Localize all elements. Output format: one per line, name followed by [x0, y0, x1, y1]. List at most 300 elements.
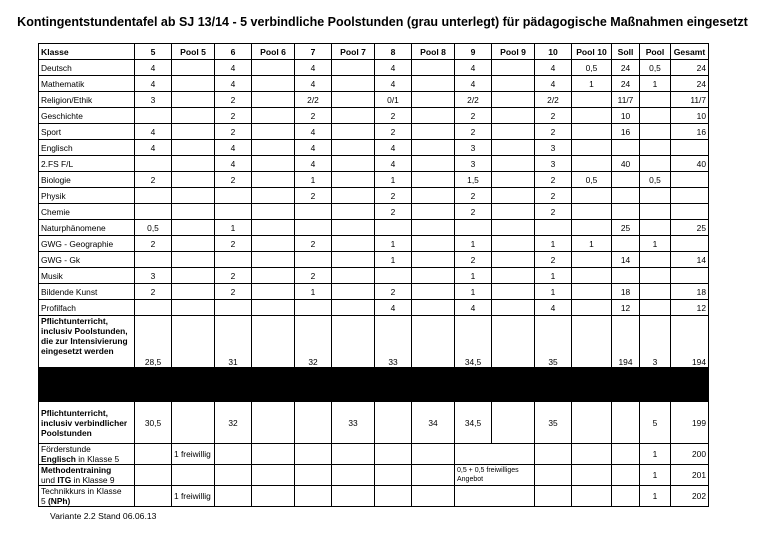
table-cell [412, 284, 455, 300]
table-cell [612, 402, 640, 444]
separator-bar [39, 368, 709, 402]
table-cell: 2 [455, 188, 492, 204]
table-cell: 2 [295, 268, 332, 284]
table-cell [252, 92, 295, 108]
table-cell: 4 [295, 76, 332, 92]
table-cell [295, 300, 332, 316]
table-cell [332, 124, 375, 140]
table-cell: 2 [215, 284, 252, 300]
pool9-cell [455, 444, 535, 465]
table-cell: 4 [295, 156, 332, 172]
column-header: 9 [455, 44, 492, 60]
table-cell [332, 268, 375, 284]
extra-row [39, 486, 709, 507]
table-cell [572, 220, 612, 236]
column-header: Klasse [39, 44, 135, 60]
extra-row [39, 465, 709, 486]
subject-label: Religion/Ethik [39, 92, 135, 108]
table-cell [412, 486, 455, 507]
table-cell [671, 204, 709, 220]
table-row [39, 236, 709, 252]
table-cell: 1 [572, 76, 612, 92]
table-cell: 3 [455, 140, 492, 156]
table-cell [412, 92, 455, 108]
table-cell [172, 204, 215, 220]
table-cell [640, 92, 671, 108]
table-cell: 18 [612, 284, 640, 300]
table-row [39, 300, 709, 316]
pool5-cell: 1 freiwillig [172, 444, 215, 465]
extra-label-line1: Methodentraining [41, 465, 112, 475]
extra-label-rest: in Klasse 5 [75, 454, 120, 464]
table-cell [572, 252, 612, 268]
table-cell [252, 444, 295, 465]
extra-label [39, 465, 135, 486]
table-cell [492, 236, 535, 252]
table-cell [332, 108, 375, 124]
table-cell: 1 [535, 284, 572, 300]
table-cell [612, 444, 640, 465]
extra-label-line1: Förderstunde [41, 444, 91, 454]
table-cell: 1,5 [455, 172, 492, 188]
table-cell [295, 444, 332, 465]
table-cell [252, 108, 295, 124]
table-cell: 194 [671, 316, 709, 368]
table-cell [572, 92, 612, 108]
table-cell [412, 156, 455, 172]
table-cell: 1 [295, 172, 332, 188]
table-cell [172, 316, 215, 368]
table-cell: 2 [215, 236, 252, 252]
table-cell [412, 252, 455, 268]
table-cell [215, 486, 252, 507]
table-cell: 4 [295, 124, 332, 140]
table-cell [332, 204, 375, 220]
table-cell: 2 [535, 172, 572, 188]
table-cell [640, 188, 671, 204]
table-cell [612, 140, 640, 156]
table-cell: 2/2 [295, 92, 332, 108]
table-cell: 2 [215, 172, 252, 188]
table-cell: 2 [375, 284, 412, 300]
table-row [39, 124, 709, 140]
table-cell: 10 [671, 108, 709, 124]
table-cell: 4 [215, 140, 252, 156]
extra-label [39, 444, 135, 465]
table-cell: 4 [135, 76, 172, 92]
table-cell [492, 60, 535, 76]
table-cell: 12 [612, 300, 640, 316]
table-cell: 24 [612, 76, 640, 92]
table-cell [412, 188, 455, 204]
schedule-table [38, 43, 709, 507]
table-cell: 2 [455, 252, 492, 268]
pool-cell: 1 [640, 465, 671, 486]
table-cell: 16 [612, 124, 640, 140]
column-header: Pool [640, 44, 671, 60]
table-cell: 1 [455, 284, 492, 300]
table-cell [135, 486, 172, 507]
table-cell [252, 465, 295, 486]
table-cell [572, 108, 612, 124]
table-cell: 1 [375, 252, 412, 268]
table-cell [612, 172, 640, 188]
table-cell [492, 124, 535, 140]
table-cell [252, 140, 295, 156]
table-cell [332, 300, 375, 316]
table-header-row [39, 44, 709, 60]
table-cell: 2 [135, 172, 172, 188]
table-cell: 35 [535, 316, 572, 368]
footer-note: Variante 2.2 Stand 06.06.13 [50, 511, 157, 521]
table-cell [375, 268, 412, 284]
extra-label-line2: 5 [41, 496, 48, 506]
column-header: Pool 6 [252, 44, 295, 60]
table-cell: 2 [375, 124, 412, 140]
table-cell: 1 [215, 220, 252, 236]
table-cell [640, 284, 671, 300]
table-cell [295, 204, 332, 220]
table-cell [671, 268, 709, 284]
table-cell [375, 402, 412, 444]
table-row [39, 188, 709, 204]
pool9-cell [455, 486, 535, 507]
table-cell [332, 316, 375, 368]
table-cell: 24 [671, 60, 709, 76]
table-cell [412, 220, 455, 236]
table-cell [332, 140, 375, 156]
table-cell: 1 [572, 236, 612, 252]
table-cell [455, 220, 492, 236]
table-cell: 4 [375, 140, 412, 156]
table-cell [412, 236, 455, 252]
table-cell [135, 156, 172, 172]
table-cell [172, 402, 215, 444]
table-cell [412, 204, 455, 220]
table-cell: 2/2 [535, 92, 572, 108]
table-cell: 12 [671, 300, 709, 316]
table-cell [640, 156, 671, 172]
table-cell [332, 486, 375, 507]
table-row [39, 60, 709, 76]
table-cell: 2 [455, 108, 492, 124]
table-row [39, 76, 709, 92]
pool-cell: 1 [640, 444, 671, 465]
table-cell [295, 402, 332, 444]
table-cell [172, 188, 215, 204]
table-cell: 2 [375, 204, 412, 220]
table-cell [492, 220, 535, 236]
table-cell: 1 [535, 268, 572, 284]
table-cell [572, 465, 612, 486]
table-cell [172, 60, 215, 76]
table-cell [252, 284, 295, 300]
table-cell: 24 [671, 76, 709, 92]
table-cell [252, 220, 295, 236]
column-header: Pool 5 [172, 44, 215, 60]
total-row-intensivierung [39, 316, 709, 368]
table-cell: 2 [215, 268, 252, 284]
table-cell: 1 [455, 236, 492, 252]
table-cell: 194 [612, 316, 640, 368]
subject-label: 2.FS F/L [39, 156, 135, 172]
total-row-verbindlich [39, 402, 709, 444]
table-cell [375, 444, 412, 465]
table-cell: 3 [535, 156, 572, 172]
subject-label: GWG - Gk [39, 252, 135, 268]
table-cell [135, 108, 172, 124]
column-header: Pool 9 [492, 44, 535, 60]
table-cell [252, 300, 295, 316]
table-cell: 3 [135, 268, 172, 284]
table-cell: 4 [455, 300, 492, 316]
table-cell [332, 236, 375, 252]
table-cell: 4 [375, 60, 412, 76]
table-cell [492, 204, 535, 220]
table-row [39, 268, 709, 284]
table-cell: 34 [412, 402, 455, 444]
column-header: Pool 8 [412, 44, 455, 60]
total-label: Pflichtunterricht, inclusiv Poolstunden, die zur Intensivierung eingesetzt werden [39, 316, 135, 368]
table-cell [535, 486, 572, 507]
table-cell [412, 444, 455, 465]
subject-label: Physik [39, 188, 135, 204]
table-cell [252, 252, 295, 268]
table-cell: 30,5 [135, 402, 172, 444]
table-cell [612, 465, 640, 486]
table-cell [252, 124, 295, 140]
pool9-cell: 0,5 + 0,5 freiwilliges Angebot [455, 465, 535, 486]
table-cell: 25 [612, 220, 640, 236]
column-header: Pool 10 [572, 44, 612, 60]
pool5-cell [172, 465, 215, 486]
table-cell: 1 [375, 172, 412, 188]
table-cell: 1 [295, 284, 332, 300]
table-cell [172, 92, 215, 108]
table-cell [572, 284, 612, 300]
table-row [39, 252, 709, 268]
table-cell [332, 252, 375, 268]
extra-label-bold: (NPh) [48, 496, 71, 506]
table-cell [671, 188, 709, 204]
table-row [39, 108, 709, 124]
table-cell [172, 156, 215, 172]
table-cell [492, 140, 535, 156]
table-cell [172, 108, 215, 124]
table-cell: 4 [535, 76, 572, 92]
table-cell: 2 [135, 236, 172, 252]
table-cell [252, 188, 295, 204]
table-cell [572, 402, 612, 444]
table-cell [492, 316, 535, 368]
table-cell: 2 [215, 108, 252, 124]
table-cell: 4 [295, 60, 332, 76]
table-cell [252, 486, 295, 507]
table-cell [375, 465, 412, 486]
table-cell: 4 [375, 156, 412, 172]
table-cell: 33 [375, 316, 412, 368]
table-cell [671, 172, 709, 188]
total-cell: 202 [671, 486, 709, 507]
table-cell: 4 [135, 60, 172, 76]
table-cell [640, 204, 671, 220]
table-cell [215, 204, 252, 220]
pool5-cell: 1 freiwillig [172, 486, 215, 507]
table-cell: 2/2 [455, 92, 492, 108]
table-cell: 4 [135, 140, 172, 156]
column-header: 8 [375, 44, 412, 60]
table-cell: 40 [671, 156, 709, 172]
table-cell [252, 268, 295, 284]
table-cell [412, 172, 455, 188]
table-cell [612, 188, 640, 204]
table-cell [492, 108, 535, 124]
table-cell: 4 [375, 76, 412, 92]
table-cell: 1 [535, 236, 572, 252]
table-cell [640, 108, 671, 124]
table-cell: 25 [671, 220, 709, 236]
table-cell [252, 76, 295, 92]
column-header: 10 [535, 44, 572, 60]
column-header: Gesamt [671, 44, 709, 60]
table-cell [671, 140, 709, 156]
subject-label: Sport [39, 124, 135, 140]
table-row [39, 92, 709, 108]
table-cell [295, 220, 332, 236]
table-cell: 14 [612, 252, 640, 268]
table-cell: 4 [455, 60, 492, 76]
table-cell [332, 92, 375, 108]
pool-cell: 1 [640, 486, 671, 507]
table-cell [492, 76, 535, 92]
table-cell: 32 [295, 316, 332, 368]
table-cell: 2 [295, 188, 332, 204]
table-cell [572, 188, 612, 204]
table-cell: 2 [295, 108, 332, 124]
extra-label-bold: ITG [57, 475, 72, 485]
table-cell [572, 444, 612, 465]
table-cell: 2 [535, 108, 572, 124]
table-cell [332, 76, 375, 92]
table-cell [640, 300, 671, 316]
total-label: Pflichtunterricht, inclusiv verbindlicher Poolstunden [39, 402, 135, 444]
table-cell [492, 92, 535, 108]
table-cell [640, 252, 671, 268]
table-cell: 1 [455, 268, 492, 284]
table-cell: 16 [671, 124, 709, 140]
table-cell: 2 [295, 236, 332, 252]
table-cell [172, 172, 215, 188]
table-cell [172, 300, 215, 316]
table-cell [640, 220, 671, 236]
table-cell [215, 300, 252, 316]
table-cell: 2 [455, 124, 492, 140]
table-cell: 35 [535, 402, 572, 444]
table-cell: 4 [295, 140, 332, 156]
table-cell [172, 124, 215, 140]
table-cell [492, 156, 535, 172]
table-cell [172, 252, 215, 268]
table-cell [332, 60, 375, 76]
table-cell [412, 465, 455, 486]
table-cell: 2 [535, 252, 572, 268]
page-title: Kontingentstundentafel ab SJ 13/14 - 5 verbindliche Poolstunden (grau unterlegt) für pädagogische Maßnahmen eingesetzt [17, 15, 748, 29]
table-cell: 34,5 [455, 316, 492, 368]
table-cell: 3 [535, 140, 572, 156]
table-cell [135, 188, 172, 204]
table-cell: 199 [671, 402, 709, 444]
subject-label: Mathematik [39, 76, 135, 92]
table-cell [332, 156, 375, 172]
table-cell [135, 465, 172, 486]
table-cell [252, 204, 295, 220]
table-cell: 2 [135, 284, 172, 300]
table-cell [412, 76, 455, 92]
table-cell: 24 [612, 60, 640, 76]
table-cell [135, 300, 172, 316]
table-cell [612, 486, 640, 507]
subject-label: Geschichte [39, 108, 135, 124]
table-row [39, 140, 709, 156]
table-cell [572, 300, 612, 316]
table-cell: 4 [215, 156, 252, 172]
table-cell: 2 [215, 92, 252, 108]
table-cell: 4 [535, 60, 572, 76]
table-cell [572, 156, 612, 172]
subject-label: Englisch [39, 140, 135, 156]
table-cell [375, 486, 412, 507]
table-cell [492, 188, 535, 204]
subject-label: Musik [39, 268, 135, 284]
table-cell: 4 [135, 124, 172, 140]
table-cell: 28,5 [135, 316, 172, 368]
table-cell [332, 220, 375, 236]
table-cell [671, 236, 709, 252]
table-cell [295, 465, 332, 486]
table-cell: 2 [455, 204, 492, 220]
table-cell [492, 284, 535, 300]
table-cell: 3 [455, 156, 492, 172]
table-cell: 2 [375, 188, 412, 204]
table-cell: 0/1 [375, 92, 412, 108]
table-cell: 33 [332, 402, 375, 444]
table-cell: 2 [535, 204, 572, 220]
table-cell [572, 140, 612, 156]
table-cell [492, 268, 535, 284]
table-cell [252, 402, 295, 444]
black-separator-row [39, 368, 709, 402]
table-cell [412, 140, 455, 156]
table-cell [215, 465, 252, 486]
table-cell [572, 204, 612, 220]
table-cell [572, 486, 612, 507]
table-cell [640, 268, 671, 284]
table-cell [412, 316, 455, 368]
column-header: 7 [295, 44, 332, 60]
table-cell [535, 465, 572, 486]
table-cell [412, 124, 455, 140]
table-cell [332, 172, 375, 188]
table-cell [572, 124, 612, 140]
table-cell [252, 60, 295, 76]
table-cell: 40 [612, 156, 640, 172]
table-cell [612, 204, 640, 220]
table-cell: 4 [455, 76, 492, 92]
extra-label-rest: in Klasse 9 [71, 475, 115, 485]
table-cell [135, 444, 172, 465]
table-cell: 32 [215, 402, 252, 444]
table-cell: 0,5 [572, 60, 612, 76]
